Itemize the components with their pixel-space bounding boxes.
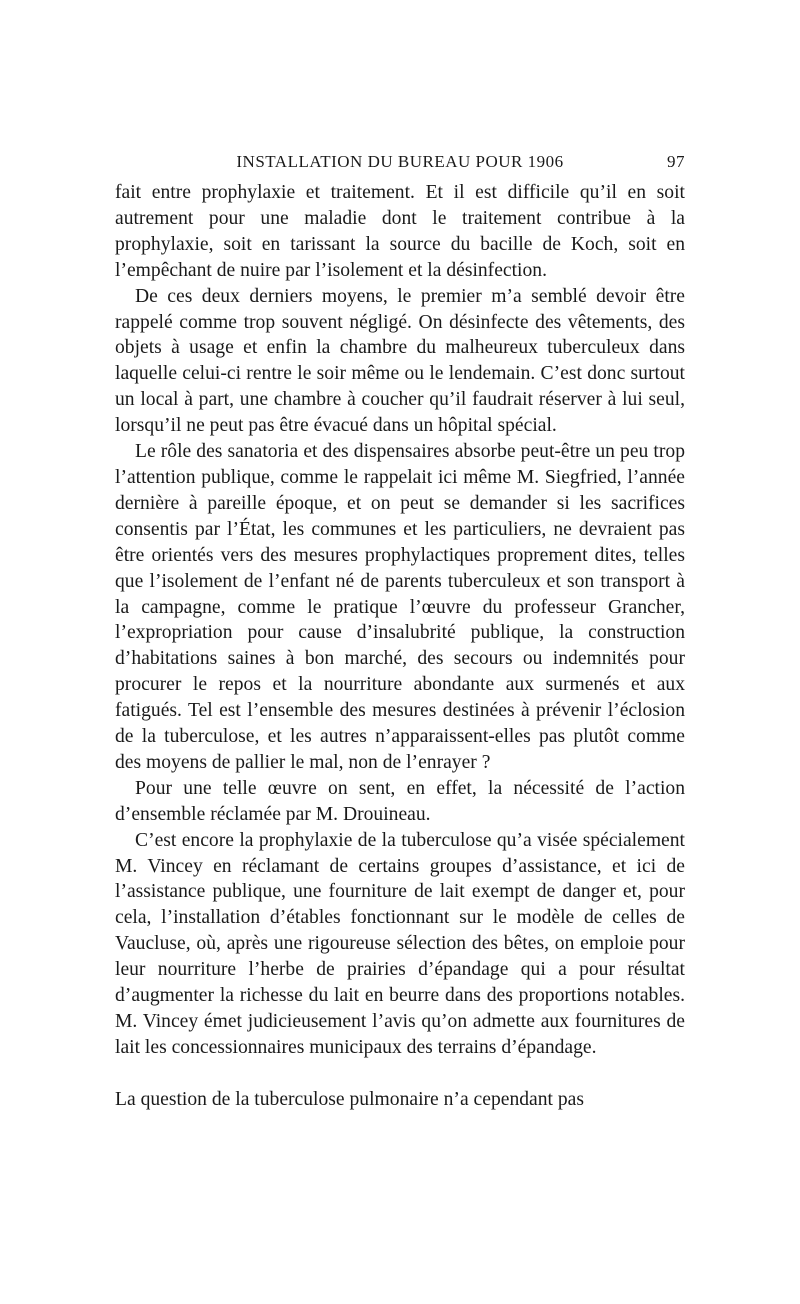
- page-number: 97: [667, 152, 685, 171]
- paragraph-tuberculose-pulmonaire: La question de la tuberculose pulmonaire n’a cependant pas: [115, 1088, 584, 1110]
- paragraph-disinfection: De ces deux derniers moyens, le premier m’a semblé devoir être rappelé comme trop souvent négligé. On désinfecte des vêtements, des objets à usage et enfin la chambre du malheureux tuberculeux dans laquelle celui-ci rentre le soir même ou le lendemain. C’est donc surtout un local à part, une chambre à coucher qu’il faudrait réserver à lui seul, lorsqu’il ne peut pas être évacué dans un hôpital spécial.: [115, 285, 685, 437]
- book-page: [115, 150, 685, 1113]
- paragraph-lait: C’est encore la prophylaxie de la tuberculose qu’a visée spécialement M. Vincey en réclamant de certains groupes d’assistance, et ici de l’assistance publique, une fourniture de lait exempt de danger et, pour cela, l’installation d’étables fonctionnant sur le modèle de celles de Vaucluse, où, après une rigoureuse sélection des bêtes, on emploie pour leur nourriture l’herbe de prairies d’épandage qui a pour résultat d’augmenter la richesse du lait en beurre dans des proportions notables. M. Vincey émet judicieusement l’avis qu’on admette aux fournitures de lait les concessionnaires municipaux des terrains d’épandage.: [115, 829, 685, 1058]
- paragraph-action-ensemble: Pour une telle œuvre on sent, en effet, la nécessité de l’action d’ensemble réclamée par M. Drouineau.: [115, 777, 685, 825]
- body-text: [115, 180, 685, 1113]
- section-break: [115, 1061, 685, 1087]
- running-head: [115, 150, 685, 180]
- paragraph-sanatoria: Le rôle des sanatoria et des dispensaires absorbe peut-être un peu trop l’attention publique, comme le rappelait ici même M. Siegfried, l’année dernière à pareille époque, et on peut se demander si les sacrifices consentis par l’État, les communes et les particuliers, ne devraient pas être orientés vers des mesures prophylactiques proprement dites, telles que l’isolement de l’enfant né de parents tuberculeux et son transport à la campagne, comme le pratique l’œuvre du professeur Grancher, l’expropriation pour cause d’insalubrité publique, la construction d’habitations saines à bon marché, des secours ou indemnités pour procurer le repos et la nourriture abondante aux surmenés et aux fatigués. Tel est l’ensemble des mesures destinées à prévenir l’éclosion de la tuberculose, et les autres n’apparaissent-elles pas plutôt comme des moyens de pallier le mal, non de l’enrayer ?: [115, 441, 685, 773]
- running-title: INSTALLATION DU BUREAU POUR 1906: [236, 152, 564, 171]
- paragraph-continuation: fait entre prophylaxie et traitement. Et il est difficile qu’il en soit autrement pour une maladie dont le traitement contribue à la prophylaxie, soit en tarissant la source du bacille de Koch, soit en l’empêchant de nuire par l’isolement et la désinfection.: [115, 182, 685, 281]
